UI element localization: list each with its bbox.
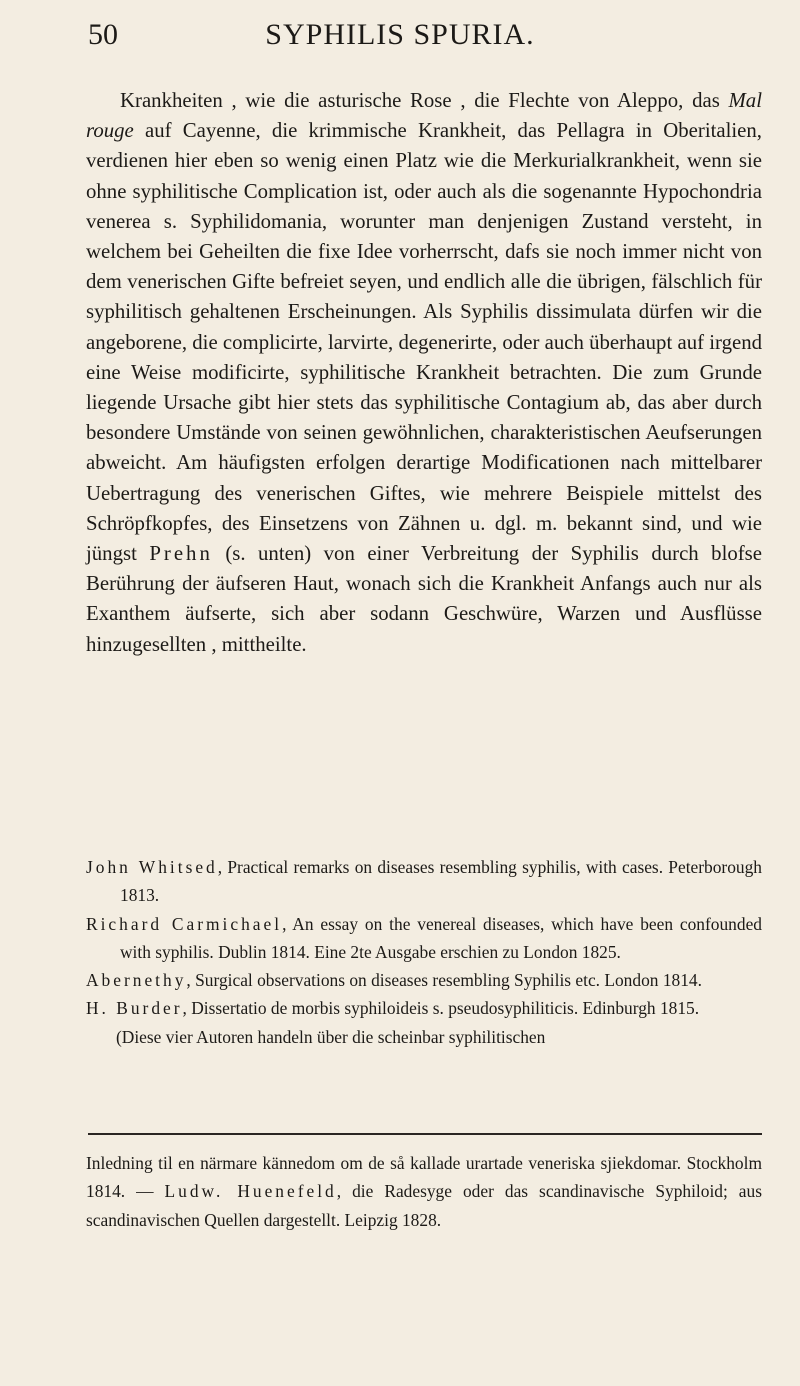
reference-author: John Whitsed xyxy=(86,857,218,877)
reference-author: H. Burder xyxy=(86,998,183,1019)
reference-item xyxy=(86,910,762,967)
page-header xyxy=(0,18,800,68)
footnote-run: Inledning til en närmare kännedom om de så kallade urartade veneriska sjiekdomar. Stockholm 1814. — xyxy=(86,1153,762,1202)
text-run: auf Cayenne, die krimmische Krankheit, das Pellagra in Oberitalien, verdienen hier eben so wenig einen Platz wie die Merkurialkrankheit, wenn sie ohne syphilitische Complication ist, oder auch als die sogenannte Hypochondria venerea s. Syphilidomania, worunter man denjenigen Zustand versteht, in welchem bei Geheilten die fixe Idee vorherrscht, dafs sie noch immer nicht von dem venerischen Gifte befreiet seyen, und endlich alle die übrigen, fälschlich für syphilitisch gehaltenen Erscheinungen. Als Syphilis dissimulata dürfen wir die angeborene, die complicirte, larvirte, degenerirte, oder auch überhaupt auf irgend eine Weise modificirte, syphilitische Krankheit betrachten. Die zum Grunde liegende Ursache gibt hier stets das syphilitische Contagium ab, das aber durch besondere Umstände von seinen gewöhnlichen, charakteristischen Aeufserungen abweicht. Am häufigsten erfolgen derartige Modificationen nach mittelbarer Uebertragung des venerischen Giftes, wie mehrere Beispiele mittelst des Schröpfkopfes, des Einsetzens von Zähnen u. dgl. m. bekannt sind, und wie jüngst xyxy=(86,119,762,566)
reference-text: , Practical remarks on diseases resembling syphilis, with cases. Peterborough 1813. xyxy=(120,857,762,906)
reference-text: , An essay on the venereal diseases, which have been confounded with syphilis. Dublin 1814. Eine 2te Ausgabe erschien zu London 1825. xyxy=(120,913,762,962)
paragraph-1 xyxy=(86,86,762,660)
footnote xyxy=(86,1149,762,1234)
reference-item xyxy=(86,966,762,994)
reference-item xyxy=(86,994,762,1022)
text-run: Krankheiten , wie die asturische Rose , die Flechte von Aleppo, das xyxy=(120,89,729,112)
author-name-prehn: Prehn xyxy=(149,542,213,566)
reference-item xyxy=(86,853,762,910)
footnote-text xyxy=(86,1149,762,1234)
footnote-run: , die Radesyge oder das scandinavische Syphiloid; aus scandinavischen Quellen dargestellt. Leipzig 1828. xyxy=(86,1181,762,1230)
footnote-divider xyxy=(88,1133,762,1135)
reference-text: , Dissertatio de morbis syphiloideis s. pseudosyphiliticis. Edinburgh 1815. xyxy=(182,998,700,1019)
running-title: SYPHILIS SPURIA. xyxy=(265,18,535,51)
page-number: 50 xyxy=(88,18,118,51)
reference-list xyxy=(86,853,762,1051)
footnote-author: Ludw. Huenefeld xyxy=(164,1181,337,1202)
reference-text: , Surgical observations on diseases resembling Syphilis etc. London 1814. xyxy=(186,970,702,991)
reference-author: Abernethy xyxy=(86,970,187,991)
reference-note: (Diese vier Autoren handeln über die scheinbar syphilitischen xyxy=(116,1026,546,1047)
main-paragraph xyxy=(86,86,762,660)
reference-author: Richard Carmichael xyxy=(86,913,283,934)
italic-term: Mal rouge xyxy=(86,89,762,143)
text-run: (s. unten) von einer Verbreitung der Syphilis durch blofse Berührung der äufseren Haut, wonach sich die Krankheit Anfangs auch nur als Exanthem äufserte, sich aber sodann Geschwüre, Warzen und Ausflüsse hinzugesellten , mittheilte. xyxy=(86,542,762,656)
